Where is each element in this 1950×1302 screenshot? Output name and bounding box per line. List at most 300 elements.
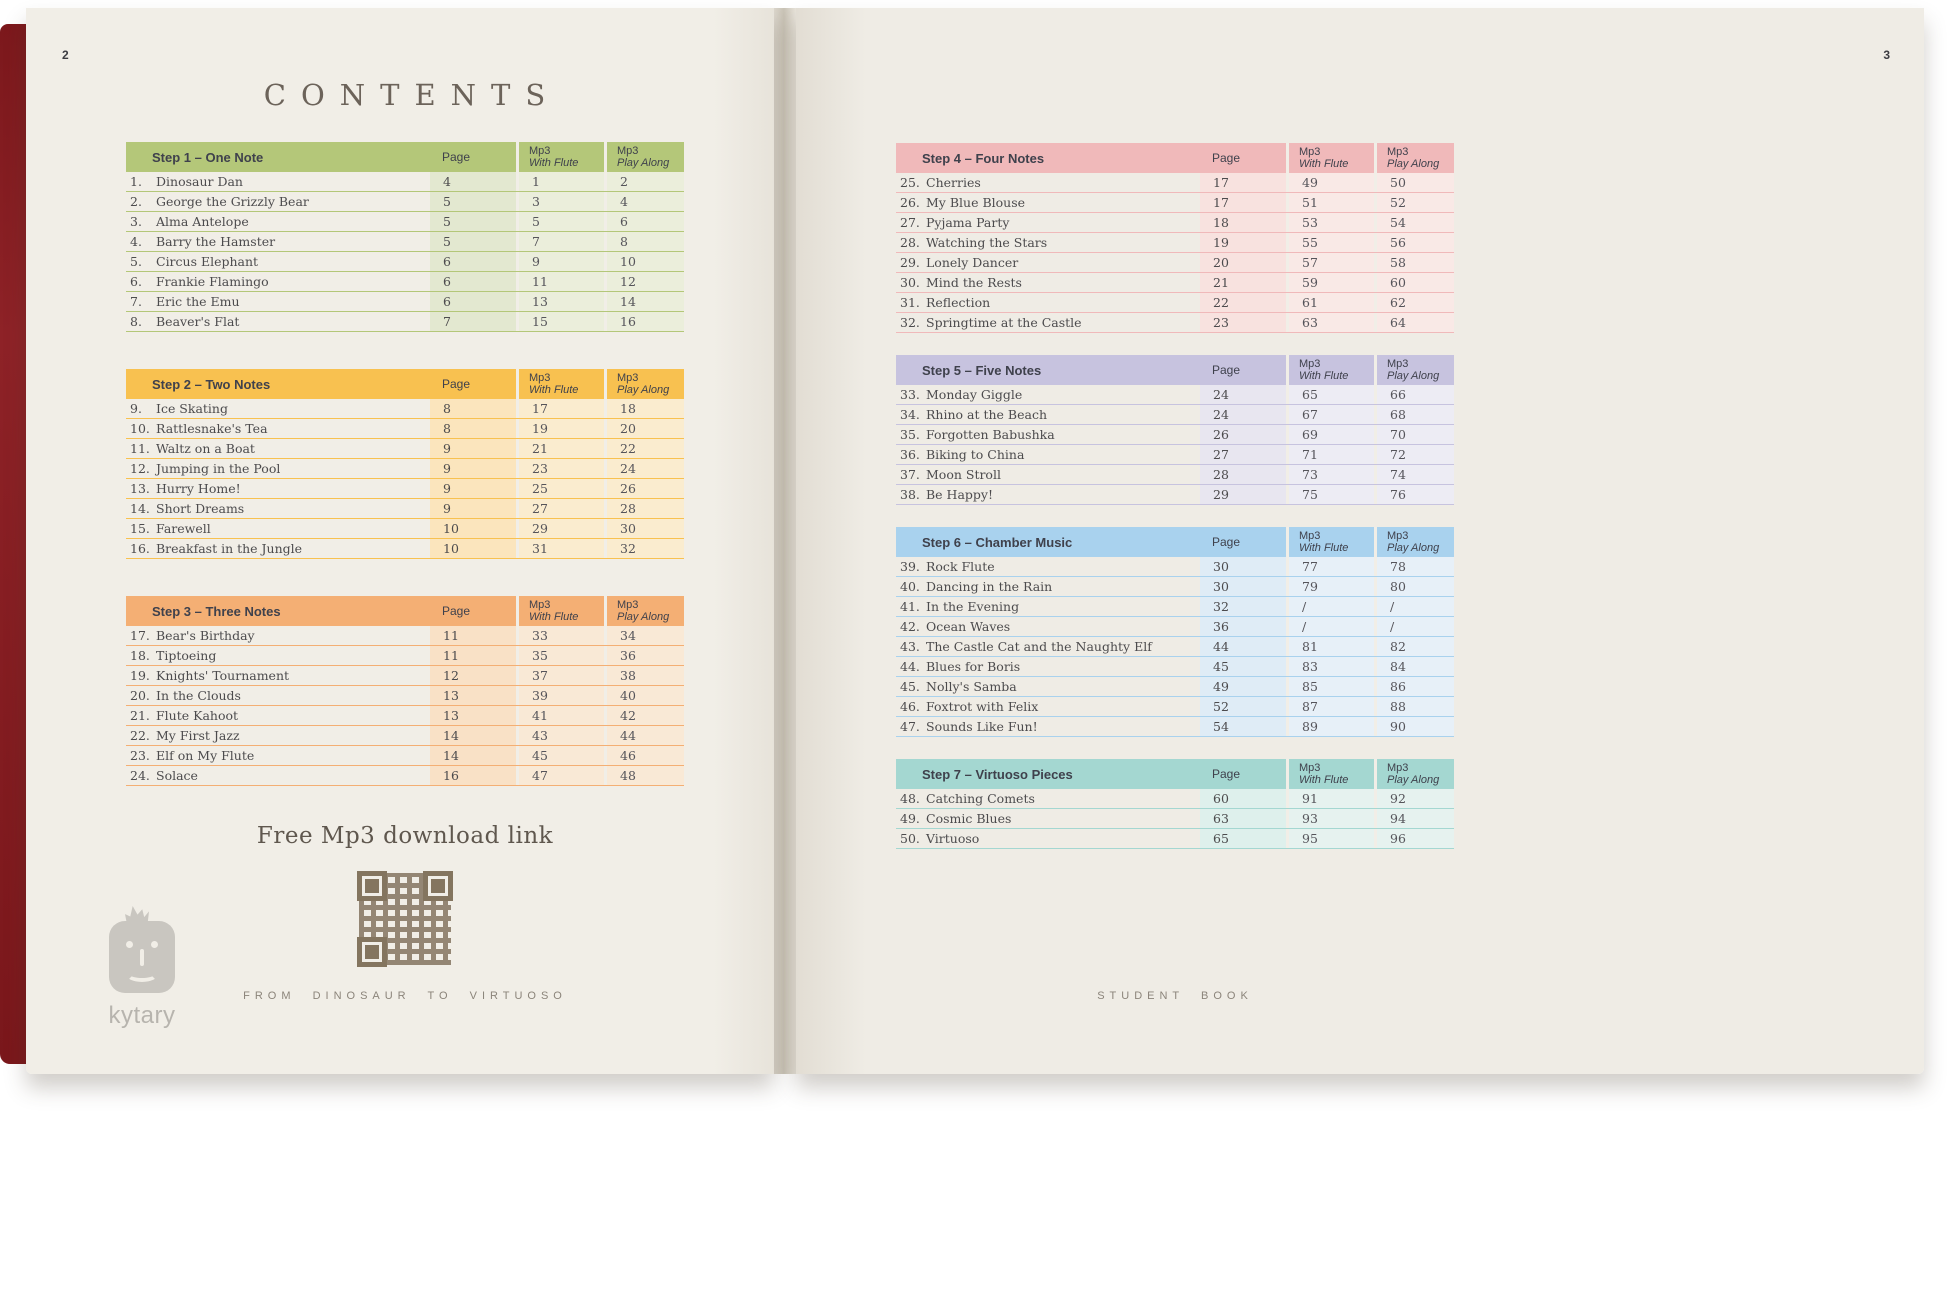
column-header-mp3-play-along <box>604 369 684 399</box>
mp3-label: Mp3 <box>1387 357 1409 370</box>
mp3-play-along-cell: 72 <box>1374 445 1454 464</box>
mp3-with-flute-cell: 11 <box>516 272 604 291</box>
song-title: Pyjama Party <box>926 215 1010 230</box>
mp3-play-along-cell: 96 <box>1374 829 1454 848</box>
column-header-mp3-with-flute <box>516 142 604 172</box>
mp3-play-along-cell: 46 <box>604 746 684 765</box>
song-cell <box>126 172 430 191</box>
toc-row <box>126 726 684 746</box>
song-number: 50. <box>900 831 920 846</box>
mp3-play-along-cell: 26 <box>604 479 684 498</box>
page-number-cell: 6 <box>430 272 516 291</box>
toc-section-step-1 <box>126 142 684 332</box>
song-number: 34. <box>900 407 920 422</box>
song-cell <box>896 677 1200 696</box>
toc-row <box>896 829 1454 849</box>
column-header-page: Page <box>1212 767 1241 781</box>
song-cell <box>896 385 1200 404</box>
mp3-play-along-cell: 94 <box>1374 809 1454 828</box>
mp3-play-along-cell: 32 <box>604 539 684 558</box>
song-number: 36. <box>900 447 920 462</box>
mp3-play-along-cell: 82 <box>1374 637 1454 656</box>
mp3-with-flute-cell: 51 <box>1286 193 1374 212</box>
mp3-sublabel: With Flute <box>1299 774 1349 786</box>
song-title: Waltz on a Boat <box>156 441 255 456</box>
song-number: 31. <box>900 295 920 310</box>
mp3-play-along-cell: 66 <box>1374 385 1454 404</box>
mp3-with-flute-cell: 91 <box>1286 789 1374 808</box>
song-cell <box>896 293 1200 312</box>
mp3-label: Mp3 <box>1387 761 1409 774</box>
song-number: 16. <box>130 541 150 556</box>
song-cell <box>896 637 1200 656</box>
song-number: 38. <box>900 487 920 502</box>
section-title: Step 1 – One Note <box>152 149 264 165</box>
song-number: 30. <box>900 275 920 290</box>
toc-row <box>126 192 684 212</box>
mp3-with-flute-cell: 45 <box>516 746 604 765</box>
toc-header <box>896 143 1454 173</box>
column-header-page: Page <box>442 604 471 618</box>
page-number-cell: 49 <box>1200 677 1286 696</box>
toc-row <box>896 717 1454 737</box>
mp3-sublabel: With Flute <box>1299 158 1349 170</box>
mp3-with-flute-cell: 79 <box>1286 577 1374 596</box>
mp3-with-flute-cell: 35 <box>516 646 604 665</box>
mp3-with-flute-cell: 53 <box>1286 213 1374 232</box>
page-number-cell: 17 <box>1200 173 1286 192</box>
song-cell <box>126 746 430 765</box>
mp3-play-along-cell: / <box>1374 597 1454 616</box>
mp3-with-flute-cell: 87 <box>1286 697 1374 716</box>
toc-row <box>896 485 1454 505</box>
mp3-play-along-cell: 52 <box>1374 193 1454 212</box>
song-title: Breakfast in the Jungle <box>156 541 303 556</box>
mp3-play-along-cell: 90 <box>1374 717 1454 736</box>
toc-row <box>896 385 1454 405</box>
mp3-play-along-cell: 4 <box>604 192 684 211</box>
song-title: Hurry Home! <box>156 481 241 496</box>
mp3-play-along-cell: 68 <box>1374 405 1454 424</box>
qr-finder-top-left <box>357 871 387 901</box>
toc-row <box>896 557 1454 577</box>
page-number-cell: 10 <box>430 519 516 538</box>
song-cell <box>896 577 1200 596</box>
mp3-with-flute-cell: 47 <box>516 766 604 785</box>
page-number-cell: 28 <box>1200 465 1286 484</box>
song-cell <box>126 399 430 418</box>
mp3-sublabel: Play Along <box>1387 542 1440 554</box>
toc-row <box>896 789 1454 809</box>
song-cell <box>896 173 1200 192</box>
toc-row <box>896 425 1454 445</box>
mp3-with-flute-cell: / <box>1286 617 1374 636</box>
song-number: 8. <box>130 314 142 329</box>
song-title: Barry the Hamster <box>156 234 276 249</box>
toc-row <box>126 419 684 439</box>
open-book <box>0 8 1950 1074</box>
song-title: Jumping in the Pool <box>156 461 281 476</box>
song-title: George the Grizzly Bear <box>156 194 309 209</box>
mp3-play-along-cell: 48 <box>604 766 684 785</box>
mp3-play-along-cell: 58 <box>1374 253 1454 272</box>
toc-row <box>126 706 684 726</box>
toc-row <box>896 193 1454 213</box>
mp3-with-flute-cell: 77 <box>1286 557 1374 576</box>
song-title: Blues for Boris <box>926 659 1021 674</box>
toc-row <box>896 637 1454 657</box>
song-number: 22. <box>130 728 150 743</box>
page-number-cell: 9 <box>430 479 516 498</box>
song-title: Monday Giggle <box>926 387 1023 402</box>
mp3-sublabel: With Flute <box>1299 370 1349 382</box>
song-title: Rhino at the Beach <box>926 407 1047 422</box>
page-number-cell: 26 <box>1200 425 1286 444</box>
mp3-with-flute-cell: 57 <box>1286 253 1374 272</box>
mp3-play-along-cell: 62 <box>1374 293 1454 312</box>
song-number: 12. <box>130 461 150 476</box>
page-number-cell: 6 <box>430 252 516 271</box>
mp3-with-flute-cell: 25 <box>516 479 604 498</box>
song-cell <box>896 657 1200 676</box>
toc-section-step-5 <box>896 355 1454 505</box>
column-header-mp3-play-along <box>604 142 684 172</box>
toc-section-step-2 <box>126 369 684 559</box>
section-title: Step 5 – Five Notes <box>922 362 1042 378</box>
toc-row <box>896 313 1454 333</box>
song-title: Cherries <box>926 175 981 190</box>
toc-header <box>896 355 1454 385</box>
song-cell <box>126 539 430 558</box>
toc-row <box>896 445 1454 465</box>
song-number: 44. <box>900 659 920 674</box>
page-number-cell: 24 <box>1200 385 1286 404</box>
right-page-content <box>896 8 1454 849</box>
toc-row <box>126 232 684 252</box>
column-header-page: Page <box>1212 363 1241 377</box>
mp3-label: Mp3 <box>1299 761 1321 774</box>
column-header-mp3-with-flute <box>1286 759 1374 789</box>
song-number: 28. <box>900 235 920 250</box>
mp3-play-along-cell: 16 <box>604 312 684 331</box>
toc-row <box>126 539 684 559</box>
mp3-play-along-cell: 36 <box>604 646 684 665</box>
song-title: Virtuoso <box>926 831 980 846</box>
mp3-play-along-cell: 80 <box>1374 577 1454 596</box>
mp3-play-along-cell: 54 <box>1374 213 1454 232</box>
column-header-mp3-play-along <box>1374 527 1454 557</box>
song-number: 13. <box>130 481 150 496</box>
column-header-page: Page <box>442 150 471 164</box>
song-title: Be Happy! <box>926 487 993 502</box>
song-cell <box>126 459 430 478</box>
column-header-page: Page <box>1212 151 1241 165</box>
song-number: 46. <box>900 699 920 714</box>
book-cover-edge <box>0 24 26 1064</box>
toc-row <box>896 465 1454 485</box>
mp3-with-flute-cell: 37 <box>516 666 604 685</box>
song-title: Reflection <box>926 295 991 310</box>
song-title: Beaver's Flat <box>156 314 240 329</box>
song-title: Dinosaur Dan <box>156 174 243 189</box>
song-cell <box>896 445 1200 464</box>
mp3-play-along-cell: 76 <box>1374 485 1454 504</box>
mp3-play-along-cell: 22 <box>604 439 684 458</box>
toc-section-step-7 <box>896 759 1454 849</box>
page-number-cell: 24 <box>1200 405 1286 424</box>
song-title: Biking to China <box>926 447 1025 462</box>
song-cell <box>896 789 1200 808</box>
page-number-cell: 27 <box>1200 445 1286 464</box>
toc-host-left <box>126 142 684 786</box>
mp3-play-along-cell: 70 <box>1374 425 1454 444</box>
section-title: Step 6 – Chamber Music <box>922 534 1073 550</box>
song-title: Rattlesnake's Tea <box>156 421 268 436</box>
kytary-logo-text: kytary <box>108 1002 176 1029</box>
toc-row <box>126 399 684 419</box>
mp3-play-along-cell: 50 <box>1374 173 1454 192</box>
song-title: Springtime at the Castle <box>926 315 1082 330</box>
song-cell <box>896 425 1200 444</box>
mp3-label: Mp3 <box>1299 145 1321 158</box>
song-cell <box>896 557 1200 576</box>
mp3-with-flute-cell: 63 <box>1286 313 1374 332</box>
song-number: 3. <box>130 214 142 229</box>
mp3-sublabel: Play Along <box>1387 158 1440 170</box>
song-title: Farewell <box>156 521 211 536</box>
mp3-play-along-cell: 92 <box>1374 789 1454 808</box>
song-number: 21. <box>130 708 150 723</box>
column-header-mp3-with-flute <box>516 596 604 626</box>
toc-row <box>896 617 1454 637</box>
page-number-cell: 7 <box>430 312 516 331</box>
mp3-with-flute-cell: 21 <box>516 439 604 458</box>
song-cell <box>126 419 430 438</box>
page-number-cell: 8 <box>430 419 516 438</box>
toc-row <box>126 479 684 499</box>
kytary-logo <box>82 921 202 1030</box>
song-title: Short Dreams <box>156 501 245 516</box>
song-title: Ocean Waves <box>926 619 1011 634</box>
mp3-play-along-cell: 56 <box>1374 233 1454 252</box>
toc-row <box>126 459 684 479</box>
contents-title: CONTENTS <box>263 78 561 112</box>
qr-code <box>357 871 453 967</box>
mp3-with-flute-cell: 67 <box>1286 405 1374 424</box>
song-number: 5. <box>130 254 142 269</box>
mp3-with-flute-cell: 49 <box>1286 173 1374 192</box>
page-number-left: 2 <box>62 48 69 62</box>
toc-row <box>126 519 684 539</box>
logo-eye-right <box>151 941 158 948</box>
toc-row <box>896 677 1454 697</box>
page-number-cell: 10 <box>430 539 516 558</box>
mp3-sublabel: Play Along <box>1387 370 1440 382</box>
song-cell <box>126 312 430 331</box>
section-title: Step 3 – Three Notes <box>152 603 281 619</box>
song-title: Knights' Tournament <box>156 668 290 683</box>
toc-row <box>126 212 684 232</box>
column-header-mp3-play-along <box>1374 759 1454 789</box>
toc-row <box>126 292 684 312</box>
song-number: 49. <box>900 811 920 826</box>
mp3-with-flute-cell: 75 <box>1286 485 1374 504</box>
toc-row <box>896 657 1454 677</box>
song-cell <box>126 499 430 518</box>
column-header-mp3-play-along <box>1374 143 1454 173</box>
mp3-play-along-cell: 20 <box>604 419 684 438</box>
toc-host-right <box>896 143 1454 849</box>
song-title: The Castle Cat and the Naughty Elf <box>926 639 1152 654</box>
toc-row <box>126 666 684 686</box>
toc-row <box>126 439 684 459</box>
song-cell <box>126 706 430 725</box>
column-header-page: Page <box>1212 535 1241 549</box>
free-mp3-label: Free Mp3 download link <box>256 823 554 849</box>
mp3-play-along-cell: 38 <box>604 666 684 685</box>
mp3-play-along-cell: 14 <box>604 292 684 311</box>
page-number-right: 3 <box>1883 48 1890 62</box>
mp3-with-flute-cell: 15 <box>516 312 604 331</box>
toc-section-step-6 <box>896 527 1454 737</box>
song-title: Moon Stroll <box>926 467 1001 482</box>
column-header-mp3-with-flute <box>516 369 604 399</box>
mp3-with-flute-cell: 83 <box>1286 657 1374 676</box>
page-number-cell: 8 <box>430 399 516 418</box>
toc-row <box>896 809 1454 829</box>
page-number-cell: 12 <box>430 666 516 685</box>
page-number-cell: 16 <box>430 766 516 785</box>
page-number-cell: 11 <box>430 646 516 665</box>
song-cell <box>126 686 430 705</box>
song-number: 42. <box>900 619 920 634</box>
song-cell <box>896 617 1200 636</box>
toc-row <box>126 252 684 272</box>
mp3-play-along-cell: 86 <box>1374 677 1454 696</box>
song-number: 26. <box>900 195 920 210</box>
toc-row <box>126 686 684 706</box>
mp3-label: Mp3 <box>1387 529 1409 542</box>
mp3-play-along-cell: 44 <box>604 726 684 745</box>
mp3-play-along-cell: 6 <box>604 212 684 231</box>
song-number: 15. <box>130 521 150 536</box>
mp3-label: Mp3 <box>617 598 639 611</box>
mp3-play-along-cell: / <box>1374 617 1454 636</box>
column-header-mp3-with-flute <box>1286 143 1374 173</box>
page-number-cell: 21 <box>1200 273 1286 292</box>
song-title: In the Clouds <box>156 688 241 703</box>
page-number-cell: 44 <box>1200 637 1286 656</box>
song-cell <box>896 313 1200 332</box>
qr-finder-top-right <box>423 871 453 901</box>
song-number: 18. <box>130 648 150 663</box>
song-number: 19. <box>130 668 150 683</box>
mp3-sublabel: With Flute <box>1299 542 1349 554</box>
song-number: 23. <box>130 748 150 763</box>
mp3-play-along-cell: 88 <box>1374 697 1454 716</box>
mp3-with-flute-cell: 55 <box>1286 233 1374 252</box>
mp3-sublabel: With Flute <box>529 611 579 623</box>
mp3-with-flute-cell: 9 <box>516 252 604 271</box>
song-title: Lonely Dancer <box>926 255 1019 270</box>
song-cell <box>126 646 430 665</box>
mp3-play-along-cell: 28 <box>604 499 684 518</box>
mp3-play-along-cell: 2 <box>604 172 684 191</box>
mp3-with-flute-cell: 7 <box>516 232 604 251</box>
toc-header <box>126 369 684 399</box>
song-title: Frankie Flamingo <box>156 274 269 289</box>
toc-header <box>896 527 1454 557</box>
song-cell <box>126 519 430 538</box>
toc-row <box>896 577 1454 597</box>
toc-row <box>126 766 684 786</box>
song-title: Catching Comets <box>926 791 1035 806</box>
song-cell <box>896 809 1200 828</box>
song-cell <box>896 597 1200 616</box>
song-number: 7. <box>130 294 142 309</box>
page-number-cell: 9 <box>430 439 516 458</box>
column-header-page: Page <box>442 377 471 391</box>
song-number: 11. <box>130 441 150 456</box>
left-page-content <box>126 8 684 967</box>
toc-section-step-3 <box>126 596 684 786</box>
page-number-cell: 11 <box>430 626 516 645</box>
mp3-with-flute-cell: 41 <box>516 706 604 725</box>
mp3-with-flute-cell: 33 <box>516 626 604 645</box>
page-number-cell: 60 <box>1200 789 1286 808</box>
toc-row <box>126 746 684 766</box>
song-title: Dancing in the Rain <box>926 579 1053 594</box>
song-cell <box>896 273 1200 292</box>
page-number-cell: 13 <box>430 686 516 705</box>
toc-header <box>896 759 1454 789</box>
logo-nose <box>140 949 144 966</box>
page-number-cell: 14 <box>430 746 516 765</box>
song-number: 45. <box>900 679 920 694</box>
page-right <box>796 8 1924 1074</box>
toc-row <box>126 646 684 666</box>
song-cell <box>126 292 430 311</box>
page-number-cell: 14 <box>430 726 516 745</box>
mp3-play-along-cell: 64 <box>1374 313 1454 332</box>
logo-eye-left <box>126 941 133 948</box>
mp3-sublabel: Play Along <box>617 611 670 623</box>
mp3-with-flute-cell: 5 <box>516 212 604 231</box>
song-title: Ice Skating <box>156 401 228 416</box>
mp3-sublabel: Play Along <box>1387 774 1440 786</box>
mp3-with-flute-cell: 13 <box>516 292 604 311</box>
toc-row <box>126 172 684 192</box>
song-number: 43. <box>900 639 920 654</box>
page-number-cell: 30 <box>1200 577 1286 596</box>
mp3-with-flute-cell: 93 <box>1286 809 1374 828</box>
toc-header <box>126 596 684 626</box>
song-cell <box>896 253 1200 272</box>
song-title: Cosmic Blues <box>926 811 1012 826</box>
page-number-cell: 5 <box>430 212 516 231</box>
song-cell <box>896 193 1200 212</box>
song-title: In the Evening <box>926 599 1020 614</box>
right-footer: STUDENT BOOK <box>1097 990 1253 1002</box>
song-number: 32. <box>900 315 920 330</box>
song-title: Bear's Birthday <box>156 628 255 643</box>
mp3-label: Mp3 <box>1299 357 1321 370</box>
toc-header <box>126 142 684 172</box>
song-title: Watching the Stars <box>926 235 1048 250</box>
song-number: 37. <box>900 467 920 482</box>
song-cell <box>896 697 1200 716</box>
page-number-cell: 4 <box>430 172 516 191</box>
